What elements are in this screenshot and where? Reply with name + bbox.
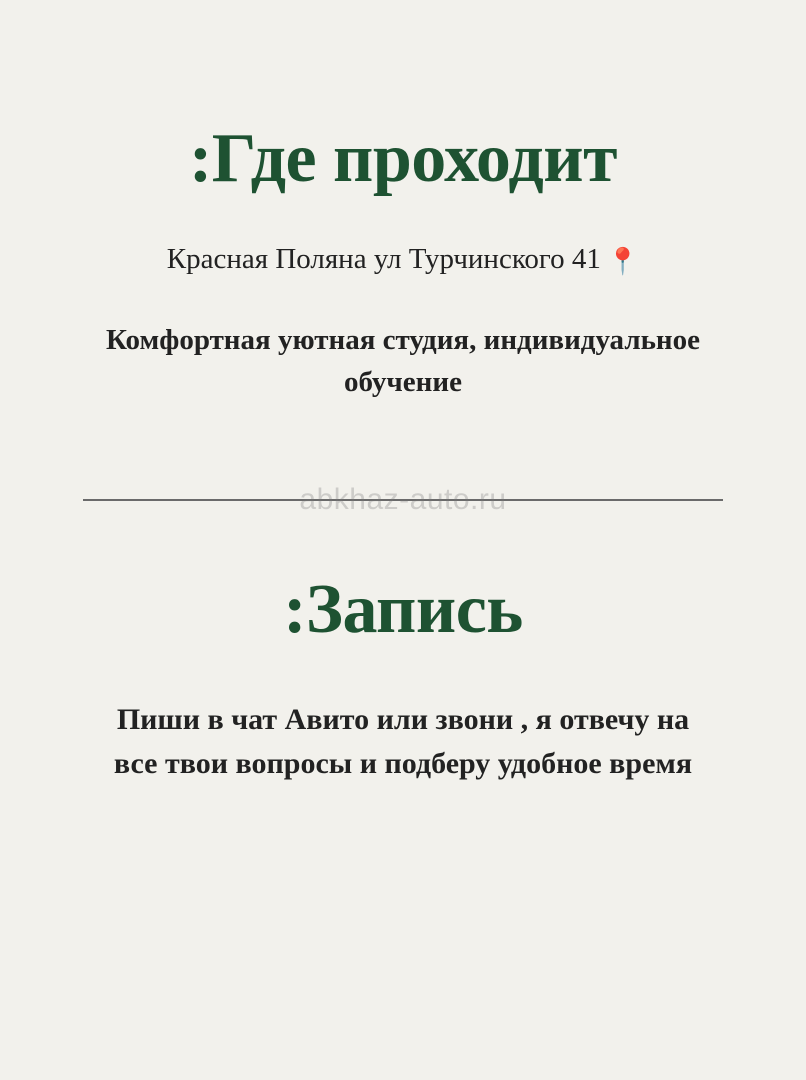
horizontal-divider: [83, 499, 723, 501]
page-title-where: :Где проходит: [188, 120, 618, 197]
location-pin-icon: 📍: [606, 246, 640, 276]
address-line: [167, 240, 639, 279]
record-instructions: Пиши в чат Авито или звони , я отвечу на все твои вопросы и подберу удобное время: [113, 703, 693, 780]
divider-container: [0, 482, 806, 516]
studio-note: Комфортная уютная студия, индивидуальное обучение: [105, 323, 701, 398]
watermark-text: abkhaz-auto.ru: [299, 482, 507, 516]
page-title-record: :Запись: [283, 570, 523, 648]
address-text: Красная Поляна ул Турчинского 41: [166, 242, 601, 275]
